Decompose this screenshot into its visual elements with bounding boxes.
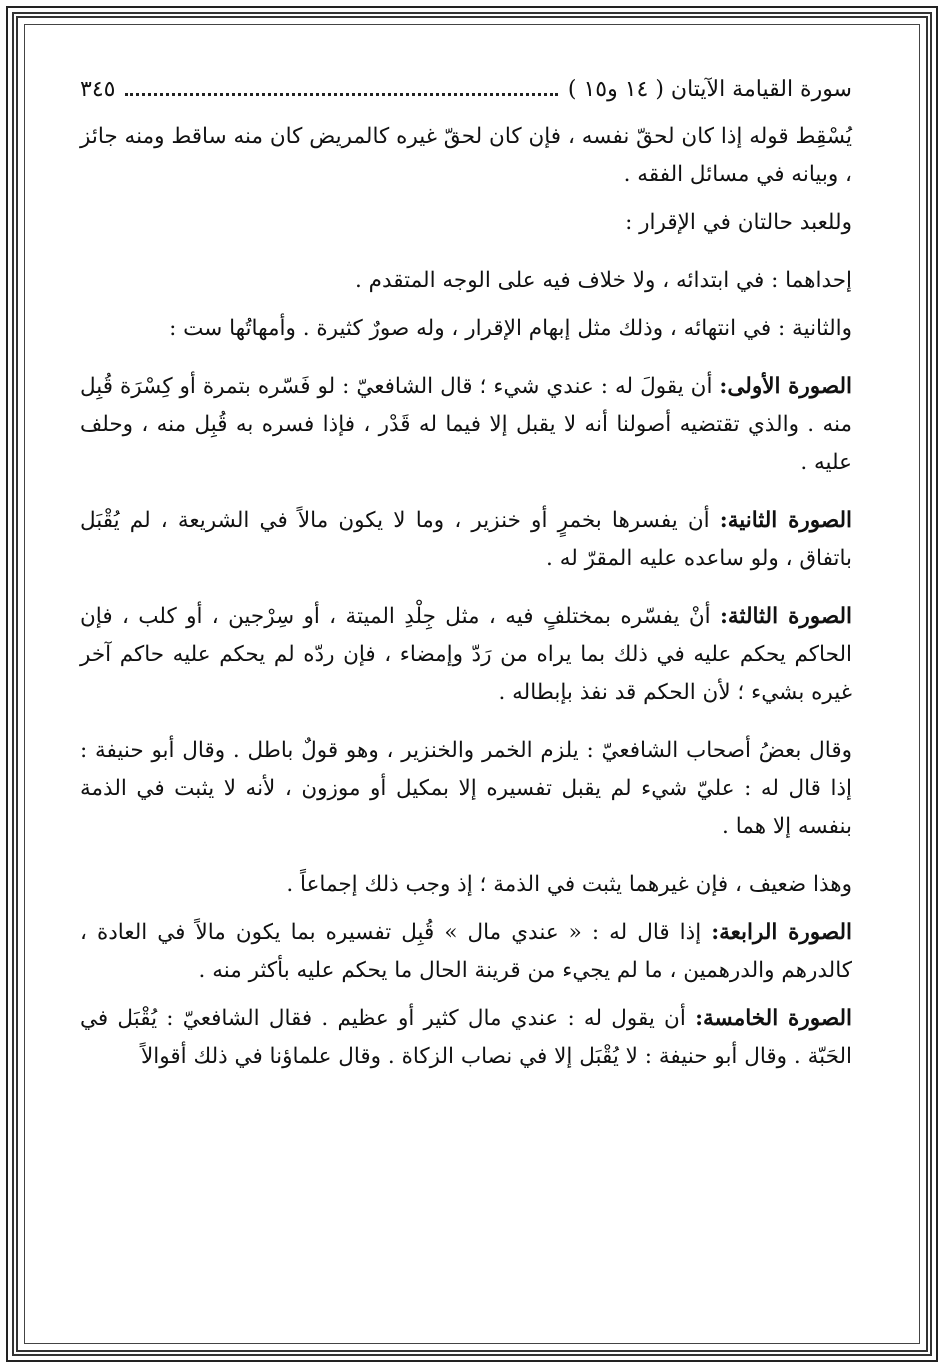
paragraph-text: يُسْقِط قوله إذا كان لحقّ نفسه ، فإن كان لحقّ غيره كالمريض كان منه ساقط ومنه جائز ، وبيانه في مسائل الفقه . <box>80 124 852 187</box>
section-heading: الصورة الأولى: <box>719 374 852 399</box>
paragraph-text: أن يقول له : عندي مال كثير أو عظيم . فقال الشافعيّ : يُقْبَل في الحَبّة . وقال أبو حنيفة : لا يُقْبَل إلا في نصاب الزكاة . وقال علماؤنا في ذلك أقوالاً <box>80 1006 852 1069</box>
paragraph-text: والثانية : في انتهائه ، وذلك مثل إبهام الإقرار ، وله صورٌ كثيرة . وأمهاتُها ست : <box>169 316 852 341</box>
section-heading: الصورة الخامسة: <box>695 1006 852 1031</box>
section-paragraph <box>80 914 852 990</box>
paragraph-text: أنْ يفسّره بمختلفٍ فيه ، مثل جِلْدِ الميتة ، أو سِرْجين ، أو كلب ، فإن الحاكم يحكم عليه في ذلك بما يراه من رَدّ وإمضاء ، فإن ردّه لم يحكم عليه حاكم آخر غيره بشيء ؛ لأن الحكم قد نفذ بإبطاله . <box>80 604 852 705</box>
section-paragraph <box>80 368 852 482</box>
paragraph-text: وللعبد حالتان في الإقرار : <box>625 210 852 235</box>
page-content <box>80 70 852 1298</box>
section-heading: الصورة الثانية: <box>719 508 853 533</box>
paragraph-text: أن يفسرها بخمرٍ أو خنزير ، وما لا يكون مالاً في الشريعة ، لم يُقْبَل باتفاق ، ولو ساعده عليه المقرّ له . <box>80 508 852 571</box>
running-header-title: سورة القيامة الآيتان ( ١٤ و١٥ ) <box>567 77 852 102</box>
section-paragraph <box>80 1000 852 1076</box>
paragraph <box>80 310 852 348</box>
paragraph-text: إحداهما : في ابتدائه ، ولا خلاف فيه على الوجه المتقدم . <box>354 268 852 293</box>
running-header <box>80 70 852 110</box>
page-number: ٣٤٥ <box>80 77 116 102</box>
paragraph-text: وقال بعضُ أصحاب الشافعيّ : يلزم الخمر والخنزير ، وهو قولٌ باطل . وقال أبو حنيفة : إذا قال له : عليّ شيء لم يقبل تفسيره إلا بمكيل أو موزون ، لأنه لا يثبت في الذمة بنفسه إلا هما . <box>80 738 852 839</box>
section-paragraph <box>80 502 852 578</box>
paragraph-text: أن يقولَ له : عندي شيء ؛ قال الشافعيّ : لو فَسّره بتمرة أو كِسْرَة قُبِل منه . والذي تقتضيه أصولنا أنه لا يقبل إلا فيما له قَدْر ، فإذا فسره به قُبِل منه ، وحلف عليه . <box>80 374 852 475</box>
paragraph-text: وهذا ضعيف ، فإن غيرهما يثبت في الذمة ؛ إذ وجب ذلك إجماعاً . <box>286 872 852 897</box>
header-dot-leader <box>125 93 557 96</box>
section-heading: الصورة الرابعة: <box>711 920 852 945</box>
section-heading: الصورة الثالثة: <box>720 604 852 629</box>
section-paragraph <box>80 598 852 712</box>
paragraph <box>80 732 852 846</box>
paragraph <box>80 204 852 242</box>
paragraph-text: إذا قال له : « عندي مال » قُبِل تفسيره بما يكون مالاً في العادة ، كالدرهم والدرهمين ، ما لم يجيء من قرينة الحال ما يحكم عليه بأكثر منه . <box>80 920 852 983</box>
paragraph <box>80 262 852 300</box>
paragraph <box>80 118 852 194</box>
paragraph <box>80 866 852 904</box>
